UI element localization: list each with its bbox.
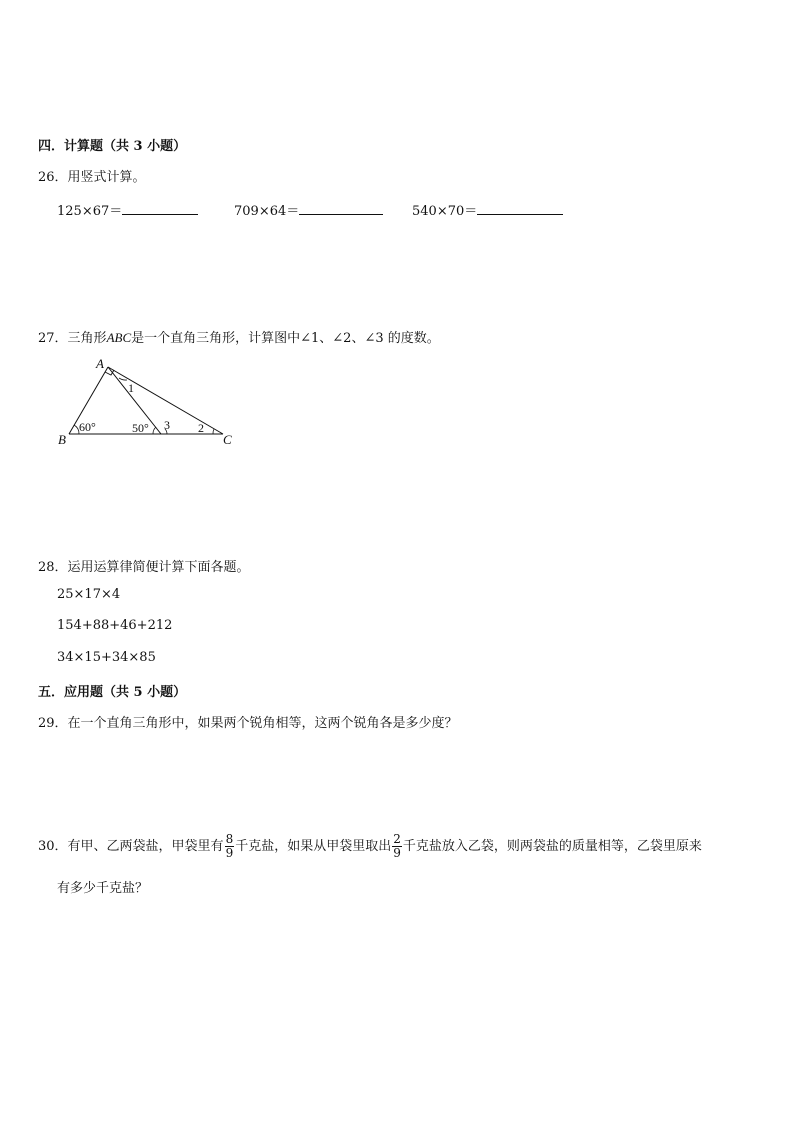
- question-text-cont: 千克盐放入乙袋，则两袋盐的质量相等，乙袋里原来: [402, 839, 702, 854]
- expression: 709×64＝: [234, 204, 300, 219]
- question-26: [38, 166, 146, 185]
- question-30: [38, 831, 702, 863]
- q28-item-2: 154+88+46+212: [57, 618, 173, 633]
- section-heading-calculation: 四．计算题（共 3 小题）: [38, 139, 187, 154]
- angle-arc-c: [213, 429, 214, 434]
- numerator: 2: [393, 832, 401, 846]
- q26-item-1: [57, 200, 198, 219]
- q26-item-3: [412, 200, 563, 219]
- question-text-cont: 千克盐，如果从甲袋里取出: [235, 839, 392, 854]
- angle-arc-50: [153, 427, 156, 434]
- question-text: 有甲、乙两袋盐，甲袋里有: [67, 839, 224, 854]
- vertex-label-b: B: [58, 432, 66, 447]
- q28-item-3: 34×15+34×85: [57, 650, 156, 665]
- answer-blank[interactable]: [299, 202, 383, 215]
- angle-label-2: 2: [198, 421, 204, 435]
- question-number: 27．: [38, 331, 68, 346]
- question-text: 运用运算律简便计算下面各题。: [67, 560, 250, 575]
- question-27: [38, 327, 440, 346]
- question-30-line-2: 有多少千克盐？: [57, 881, 149, 896]
- question-text: 用竖式计算。: [67, 170, 146, 185]
- answer-blank[interactable]: [122, 202, 198, 215]
- denominator: 9: [393, 846, 401, 860]
- angle-label-50: 50°: [132, 421, 149, 435]
- angle-label-1: 1: [128, 381, 134, 395]
- question-number: 29．: [38, 716, 68, 731]
- question-number: 30．: [38, 839, 68, 854]
- fraction-2-9: [392, 833, 402, 860]
- numerator: 8: [225, 832, 234, 846]
- expression: 540×70＝: [412, 204, 478, 219]
- angle-arc-1: [119, 378, 127, 380]
- expression: 125×67＝: [57, 204, 123, 219]
- question-number: 26．: [38, 170, 68, 185]
- question-text: 在一个直角三角形中，如果两个锐角相等，这两个锐角各是多少度？: [67, 716, 458, 731]
- denominator: 9: [225, 846, 234, 860]
- q28-item-1: 25×17×4: [57, 587, 121, 602]
- question-28: [38, 556, 250, 575]
- angle-label-60: 60°: [79, 420, 96, 434]
- angle-label-3: 3: [164, 418, 170, 432]
- question-number: 28．: [38, 560, 68, 575]
- question-text: 三角形: [67, 331, 107, 346]
- question-text-cont: 是一个直角三角形，计算图中∠1、∠2、∠3 的度数。: [131, 331, 440, 346]
- fraction-8-9: [225, 833, 235, 860]
- vertex-label-a: A: [96, 356, 104, 371]
- triangle-figure: [55, 352, 240, 450]
- section-heading-application: 五．应用题（共 5 小题）: [38, 685, 187, 700]
- vertex-label-c: C: [223, 432, 232, 447]
- answer-blank[interactable]: [477, 202, 563, 215]
- triangle-name: ABC: [106, 330, 132, 345]
- question-29: [38, 712, 458, 731]
- q26-item-2: [234, 200, 383, 219]
